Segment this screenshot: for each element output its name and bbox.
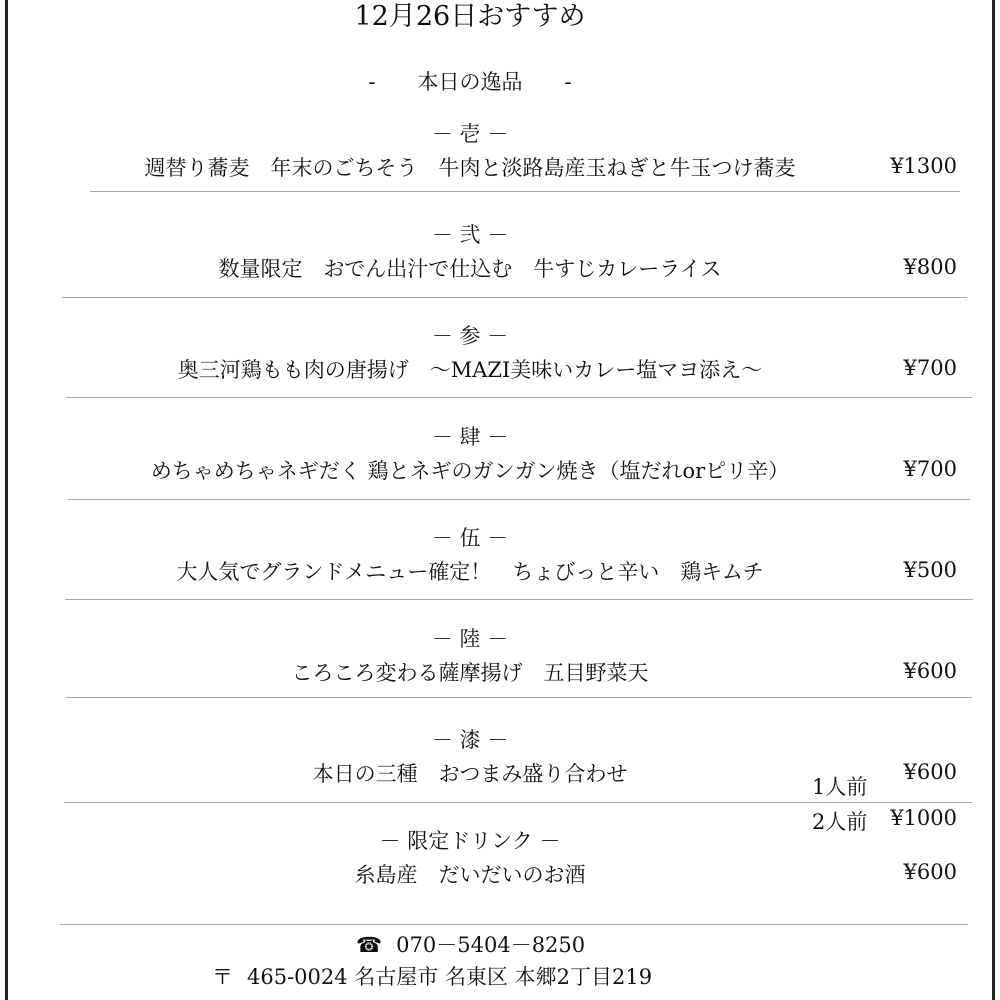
menu-item-price: ¥800 bbox=[903, 255, 957, 279]
section-number: － 弐 － bbox=[431, 223, 509, 247]
menu-item-name: 本日の三種 おつまみ盛り合わせ bbox=[312, 762, 628, 786]
drink-name: 糸島産 だいだいのお酒 bbox=[354, 863, 586, 887]
drink-price: ¥600 bbox=[903, 860, 957, 884]
menu-item-price: ¥600 bbox=[903, 659, 957, 683]
divider bbox=[62, 297, 967, 298]
telephone-icon: ☎ bbox=[356, 933, 383, 957]
menu-item-name: 大人気でグランドメニュー確定！ ちょびっと辛い 鶏キムチ bbox=[176, 560, 764, 584]
phone-number: 070－5404－8250 bbox=[396, 933, 586, 957]
drink-header: － 限定ドリンク － bbox=[379, 829, 561, 853]
divider bbox=[90, 191, 960, 192]
serving-size-label: 2人前 bbox=[812, 810, 868, 834]
menu-item-price: ¥1300 bbox=[890, 154, 957, 178]
menu-item-name: 週替り蕎麦 年末のごちそう 牛肉と淡路島産玉ねぎと牛玉つけ蕎麦 bbox=[144, 156, 796, 180]
menu-item-price: ¥700 bbox=[903, 356, 957, 380]
divider bbox=[68, 499, 970, 500]
address: 465-0024 名古屋市 名東区 本郷2丁目219 bbox=[247, 965, 653, 989]
menu-item-name: 奥三河鶏もも肉の唐揚げ ～MAZI美味いカレー塩マヨ添え～ bbox=[177, 358, 763, 382]
serving-size-label: 1人前 bbox=[812, 775, 868, 799]
page-subtitle: - 本日の逸品 - bbox=[368, 70, 572, 94]
section-number: － 漆 － bbox=[431, 728, 509, 752]
menu-item-price: ¥500 bbox=[903, 558, 957, 582]
page-title: 12月26日おすすめ bbox=[354, 1, 586, 32]
right-border bbox=[992, 0, 995, 1000]
divider bbox=[66, 397, 972, 398]
menu-item-price: ¥700 bbox=[903, 457, 957, 481]
section-number: － 壱 － bbox=[431, 122, 509, 146]
phone-line bbox=[356, 929, 585, 959]
menu-item-name: めちゃめちゃネギだく 鶏とネギのガンガン焼き（塩だれorピリ辛） bbox=[150, 459, 790, 483]
divider bbox=[66, 697, 972, 698]
menu-item-name: ころころ変わる薩摩揚げ 五目野菜天 bbox=[291, 661, 649, 685]
section-number: － 伍 － bbox=[431, 526, 509, 550]
serving-price: ¥1000 bbox=[890, 806, 957, 830]
menu-item-price: ¥600 bbox=[903, 760, 957, 784]
address-line bbox=[212, 961, 652, 991]
postal-mark-icon: 〒 bbox=[212, 965, 233, 989]
section-number: － 肆 － bbox=[431, 425, 509, 449]
divider bbox=[64, 802, 972, 803]
divider bbox=[60, 924, 968, 925]
section-number: － 陸 － bbox=[431, 627, 509, 651]
divider bbox=[65, 599, 973, 600]
section-number: － 参 － bbox=[431, 324, 509, 348]
menu-item-name: 数量限定 おでん出汁で仕込む 牛すじカレーライス bbox=[218, 257, 722, 281]
